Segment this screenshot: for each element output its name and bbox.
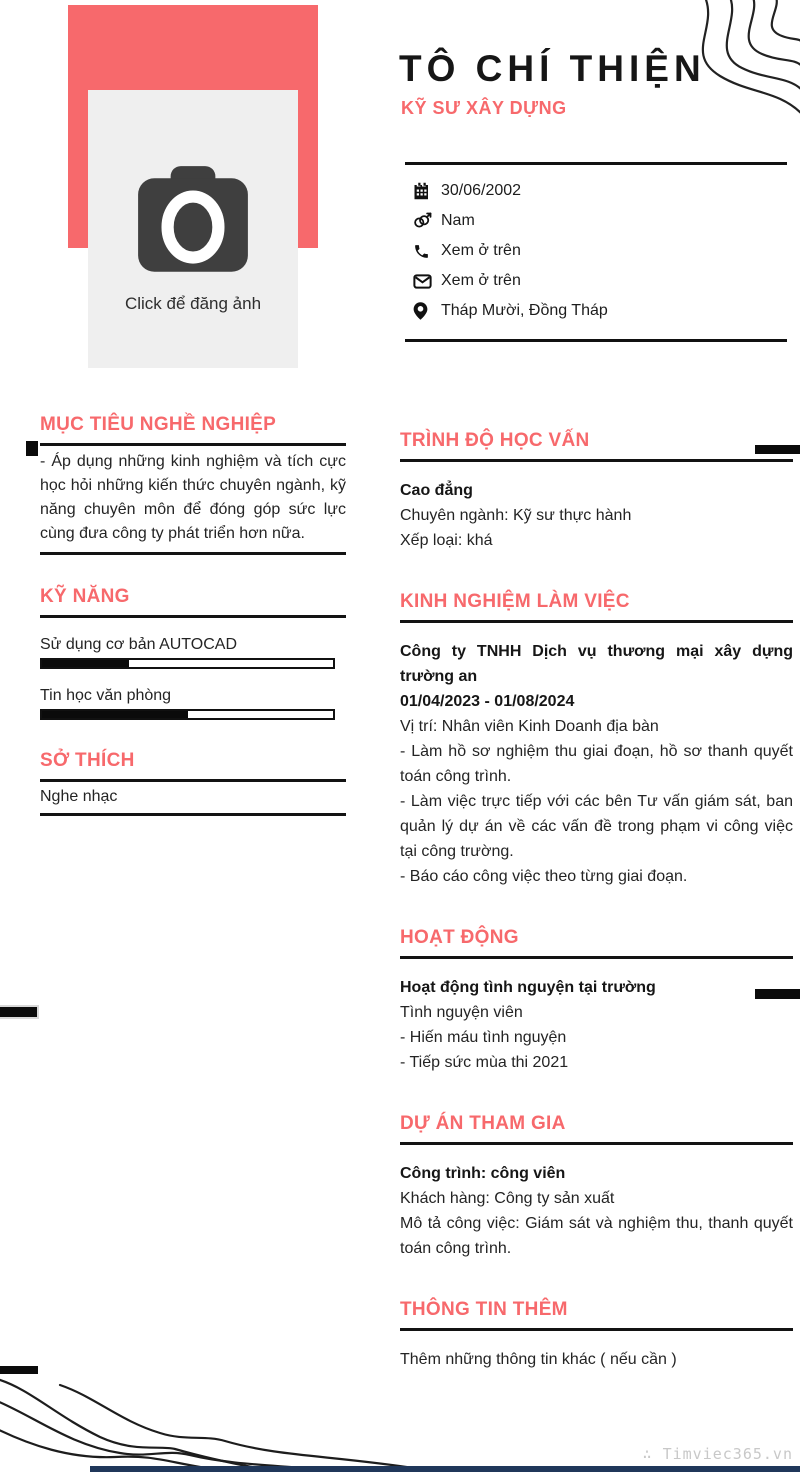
- section-skills: [40, 586, 346, 720]
- activities-heading: HOẠT ĐỘNG: [400, 927, 519, 948]
- site-watermark: ∴ Timviec365.vn: [642, 1445, 793, 1463]
- hobbies-heading: SỞ THÍCH: [40, 750, 135, 771]
- decorative-black-mark: [755, 989, 800, 999]
- experience-position: Vị trí: Nhân viên Kinh Doanh địa bàn: [400, 718, 659, 735]
- decorative-black-mark: [755, 445, 800, 454]
- skills-rule: [40, 615, 346, 618]
- projects-rule: [400, 1142, 793, 1145]
- photo-upload-caption: Click để đăng ảnh: [124, 294, 262, 313]
- objective-rule: [40, 443, 346, 446]
- decorative-black-mark: [0, 1005, 39, 1019]
- skill-label: Tin học văn phòng: [40, 687, 172, 704]
- skill-progress-bar: [40, 658, 335, 669]
- section-experience: [400, 591, 793, 889]
- experience-bullet: - Làm việc trực tiếp với các bên Tư vấn giám sát, ban quản lý dự án về các vấn đề trong phạm vi công việc tại công trường.: [400, 793, 793, 860]
- calendar-icon: [413, 182, 435, 200]
- right-column: [400, 430, 793, 1410]
- skill-item: [40, 687, 346, 720]
- skill-progress-fill: [42, 660, 129, 667]
- candidate-name: TÔ CHÍ THIỆN: [399, 48, 706, 89]
- phone-icon: [413, 243, 435, 260]
- skill-progress-fill: [42, 711, 188, 718]
- bottom-bar: [90, 1466, 800, 1472]
- contact-row-address: [413, 296, 787, 326]
- education-grade: Xếp loại: khá: [400, 532, 493, 549]
- hobbies-text: Nghe nhạc: [40, 788, 346, 816]
- skill-progress-bar: [40, 709, 335, 720]
- education-major: Chuyên ngành: Kỹ sư thực hành: [400, 507, 632, 524]
- activity-bullet: - Tiếp sức mùa thi 2021: [400, 1054, 569, 1071]
- email-icon: [413, 273, 435, 290]
- activity-title: Hoạt động tình nguyện tại trường: [400, 979, 656, 996]
- experience-period: 01/04/2023 - 01/08/2024: [400, 693, 575, 710]
- experience-bullet: - Báo cáo công việc theo từng giai đoạn.: [400, 868, 688, 885]
- contact-address: Tháp Mười, Đồng Tháp: [441, 302, 608, 319]
- contact-phone: Xem ở trên: [441, 242, 521, 259]
- project-description: Mô tả công việc: Giám sát và nghiệm thu, thanh quyết toán công trình.: [400, 1215, 793, 1257]
- experience-heading: KINH NGHIỆM LÀM VIỆC: [400, 591, 630, 612]
- section-activities: [400, 927, 793, 1075]
- experience-rule: [400, 620, 793, 623]
- contact-row-email: [413, 266, 787, 296]
- projects-heading: DỰ ÁN THAM GIA: [400, 1113, 566, 1134]
- objective-heading: MỤC TIÊU NGHỀ NGHIỆP: [40, 414, 277, 435]
- more-info-rule: [400, 1328, 793, 1331]
- camera-icon: [132, 162, 254, 284]
- activity-bullet: - Hiến máu tình nguyện: [400, 1029, 567, 1046]
- location-icon: [413, 302, 435, 320]
- candidate-job-title: KỸ SƯ XÂY DỰNG: [401, 98, 567, 118]
- section-education: [400, 430, 793, 553]
- education-rule: [400, 459, 793, 462]
- experience-company: Công ty TNHH Dịch vụ thương mại xây dựng trường an: [400, 643, 793, 685]
- activity-role: Tình nguyện viên: [400, 1004, 523, 1021]
- activities-rule: [400, 956, 793, 959]
- section-objective: [40, 414, 346, 555]
- skills-heading: KỸ NĂNG: [40, 586, 130, 607]
- objective-text: - Áp dụng những kinh nghiệm và tích cực học hỏi những kiến thức chuyên ngành, kỹ năng chuyên môn để đóng góp sức lực cùng đưa công ty phát triển hơn nữa.: [40, 450, 346, 555]
- photo-upload-area[interactable]: [88, 90, 298, 368]
- gender-icon: [413, 212, 435, 230]
- more-info-heading: THÔNG TIN THÊM: [400, 1299, 568, 1320]
- experience-bullet: - Làm hồ sơ nghiệm thu giai đoạn, hồ sơ thanh quyết toán công trình.: [400, 743, 793, 785]
- contact-row-phone: [413, 236, 787, 266]
- hobbies-rule: [40, 779, 346, 782]
- section-projects: [400, 1113, 793, 1261]
- skill-label: Sử dụng cơ bản AUTOCAD: [40, 636, 237, 653]
- decorative-black-mark: [26, 441, 38, 456]
- contact-email: Xem ở trên: [441, 272, 521, 289]
- skill-item: [40, 636, 346, 669]
- project-name: Công trình: công viên: [400, 1165, 566, 1182]
- more-info-text: Thêm những thông tin khác ( nếu cần ): [400, 1351, 677, 1368]
- contact-birthday: 30/06/2002: [441, 182, 522, 199]
- education-degree: Cao đẳng: [400, 482, 473, 499]
- section-hobbies: [40, 750, 346, 816]
- bottom-left-waves-decoration: [0, 1337, 540, 1472]
- education-heading: TRÌNH ĐỘ HỌC VẤN: [400, 430, 590, 451]
- left-column: [40, 414, 346, 816]
- project-client: Khách hàng: Công ty sản xuất: [400, 1190, 615, 1207]
- contact-row-gender: [413, 206, 787, 236]
- contact-row-birthday: [413, 176, 787, 206]
- contact-gender: Nam: [441, 212, 475, 229]
- contact-block: [405, 162, 787, 342]
